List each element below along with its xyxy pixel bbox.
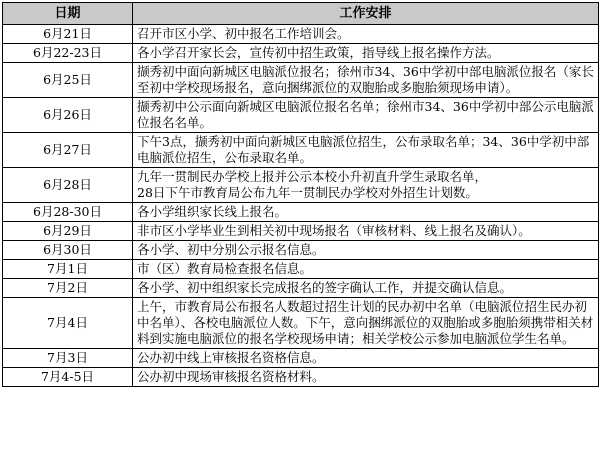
table-row [3, 222, 599, 241]
table-row [3, 203, 599, 222]
table-row [3, 368, 599, 387]
task-cell: 下午3点，撷秀初中面向新城区电脑派位招生，公布录取名单；34、36中学初中部电脑派位招生，公布录取名单。 [133, 133, 599, 168]
date-cell: 6月28日 [3, 168, 133, 203]
table-row [3, 63, 599, 98]
table-row [3, 168, 599, 203]
task-cell: 公办初中现场审核报名资格材料。 [133, 368, 599, 387]
table-row [3, 349, 599, 368]
date-cell: 7月1日 [3, 260, 133, 279]
task-cell: 撷秀初中公示面向新城区电脑派位报名名单；徐州市34、36中学初中部公示电脑派位报名名单。 [133, 98, 599, 133]
date-cell: 6月21日 [3, 25, 133, 44]
date-cell: 6月30日 [3, 241, 133, 260]
date-cell: 7月3日 [3, 349, 133, 368]
task-cell: 各小学召开家长会，宣传初中招生政策，指导线上报名操作方法。 [133, 44, 599, 63]
date-cell: 7月4-5日 [3, 368, 133, 387]
date-cell: 6月29日 [3, 222, 133, 241]
date-cell: 6月25日 [3, 63, 133, 98]
table-row [3, 241, 599, 260]
table-row [3, 298, 599, 349]
task-cell: 九年一贯制民办学校上报并公示本校小升初直升学生录取名单， 28日下午市教育局公布九年一贯制民办学校对外招生计划数。 [133, 168, 599, 203]
table-header-row [3, 3, 599, 25]
schedule-table [2, 2, 599, 387]
table-row [3, 44, 599, 63]
date-cell: 7月2日 [3, 279, 133, 298]
task-cell: 市（区）教育局检查报名信息。 [133, 260, 599, 279]
task-cell: 各小学、初中分别公示报名信息。 [133, 241, 599, 260]
table-row [3, 279, 599, 298]
table-row [3, 133, 599, 168]
table-row [3, 98, 599, 133]
header-date: 日期 [3, 3, 133, 25]
table-row [3, 260, 599, 279]
date-cell: 6月26日 [3, 98, 133, 133]
date-cell: 7月4日 [3, 298, 133, 349]
task-cell: 各小学、初中组织家长完成报名的签字确认工作，并提交确认信息。 [133, 279, 599, 298]
task-cell: 非市区小学毕业生到相关初中现场报名（审核材料、线上报名及确认）。 [133, 222, 599, 241]
date-cell: 6月22-23日 [3, 44, 133, 63]
table-row [3, 25, 599, 44]
task-cell: 召开市区小学、初中报名工作培训会。 [133, 25, 599, 44]
task-cell: 公办初中线上审核报名资格信息。 [133, 349, 599, 368]
header-task: 工作安排 [133, 3, 599, 25]
date-cell: 6月27日 [3, 133, 133, 168]
task-cell: 各小学组织家长线上报名。 [133, 203, 599, 222]
date-cell: 6月28-30日 [3, 203, 133, 222]
task-cell: 上午，市教育局公布报名人数超过招生计划的民办初中名单（电脑派位招生民办初中名单）、各校电脑派位人数。下午，意向捆绑派位的双胞胎或多胞胎须携带相关材料到实施电脑派位的报名学校现场申请；相关学校公示参加电脑派位学生名单。 [133, 298, 599, 349]
task-cell: 撷秀初中面向新城区电脑派位报名；徐州市34、36中学初中部电脑派位报名（家长至初中学校现场报名，意向捆绑派位的双胞胎或多胞胎须现场申请）。 [133, 63, 599, 98]
